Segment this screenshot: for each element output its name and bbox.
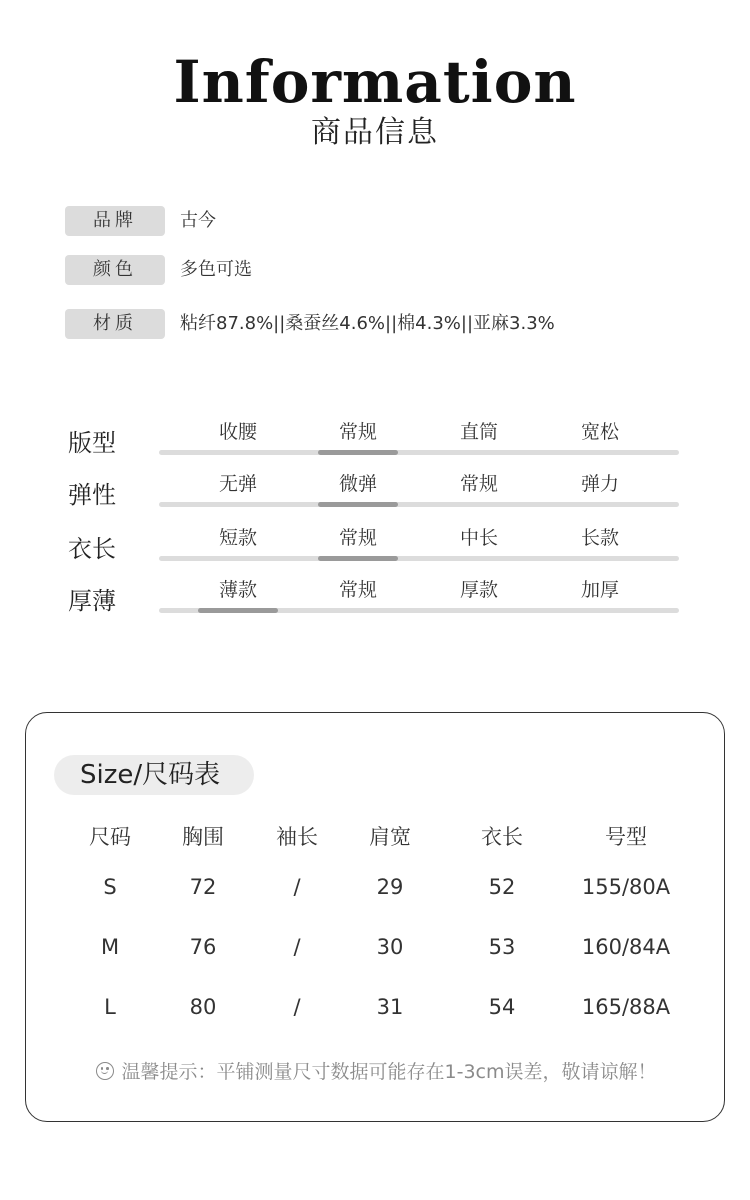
scale-option: 常规 [338, 421, 377, 443]
scale-row-thickness [68, 577, 680, 621]
size-table-cell: 29 [376, 875, 404, 899]
scale-option: 长款 [580, 527, 619, 549]
size-table-header: 号型 [605, 825, 647, 849]
info-value: 古今 [180, 210, 216, 231]
info-label: 颜色 [65, 255, 165, 285]
scale-option: 宽松 [580, 421, 619, 443]
scale-name: 厚薄 [68, 587, 116, 615]
scale-selected-marker [318, 502, 398, 507]
size-table-header: 胸围 [182, 825, 224, 849]
size-table-cell: 80 [189, 995, 217, 1019]
size-table-cell: / [293, 995, 301, 1019]
smiley-icon [96, 1062, 114, 1080]
scale-track [159, 502, 679, 507]
scale-option: 弹力 [580, 473, 619, 495]
size-table-cell: 53 [488, 935, 516, 959]
size-table-cell: 54 [488, 995, 516, 1019]
scale-option: 常规 [338, 527, 377, 549]
scale-selected-marker [318, 556, 398, 561]
scale-option: 中长 [459, 527, 498, 549]
size-table-cell: 52 [488, 875, 516, 899]
scale-option: 常规 [459, 473, 498, 495]
scale-row-length [68, 525, 680, 569]
scale-option: 直筒 [459, 421, 498, 443]
size-table-cell: M [100, 935, 120, 959]
size-table-cell: / [293, 875, 301, 899]
size-table-cell: 72 [189, 875, 217, 899]
scale-track [159, 556, 679, 561]
scale-name: 版型 [68, 429, 116, 457]
scale-option: 收腰 [218, 421, 257, 443]
scale-option: 厚款 [459, 579, 498, 601]
size-table-header: 袖长 [276, 825, 318, 849]
size-table-header: 肩宽 [369, 825, 411, 849]
info-label: 品牌 [65, 206, 165, 236]
size-table-cell: 31 [376, 995, 404, 1019]
scale-selected-marker [318, 450, 398, 455]
scale-row-elasticity [68, 471, 680, 515]
size-table-header: 尺码 [89, 825, 131, 849]
scale-option: 无弹 [218, 473, 257, 495]
information-title: Information [173, 48, 577, 116]
measurement-tip-text: 温馨提示：平铺测量尺寸数据可能存在1-3cm误差，敬请谅解！ [121, 1061, 657, 1083]
info-value: 多色可选 [180, 259, 252, 280]
scale-option: 微弹 [338, 473, 377, 495]
scale-selected-marker [198, 608, 278, 613]
measurement-tip [26, 1058, 726, 1086]
size-table-header: 衣长 [481, 825, 523, 849]
size-chart-title: Size/尺码表 [54, 755, 254, 795]
scale-row-fit [68, 419, 680, 463]
scale-option: 薄款 [218, 579, 257, 601]
size-table-cell: S [103, 875, 117, 899]
scale-track [159, 450, 679, 455]
scale-option: 加厚 [580, 579, 619, 601]
size-table-cell: 155/80A [581, 875, 671, 899]
size-table-cell: 165/88A [581, 995, 671, 1019]
scale-name: 衣长 [68, 535, 116, 563]
size-table-cell: L [104, 995, 116, 1019]
size-chart-card [25, 712, 725, 1122]
size-table-cell: 160/84A [581, 935, 671, 959]
scale-option: 常规 [338, 579, 377, 601]
scale-option: 短款 [218, 527, 257, 549]
size-table-cell: 76 [189, 935, 217, 959]
scale-name: 弹性 [68, 481, 116, 509]
size-table-cell: 30 [376, 935, 404, 959]
information-subtitle: 商品信息 [311, 115, 439, 150]
size-table-cell: / [293, 935, 301, 959]
info-label: 材质 [65, 309, 165, 339]
info-value: 粘纤87.8%||桑蚕丝4.6%||棉4.3%||亚麻3.3% [180, 313, 555, 334]
